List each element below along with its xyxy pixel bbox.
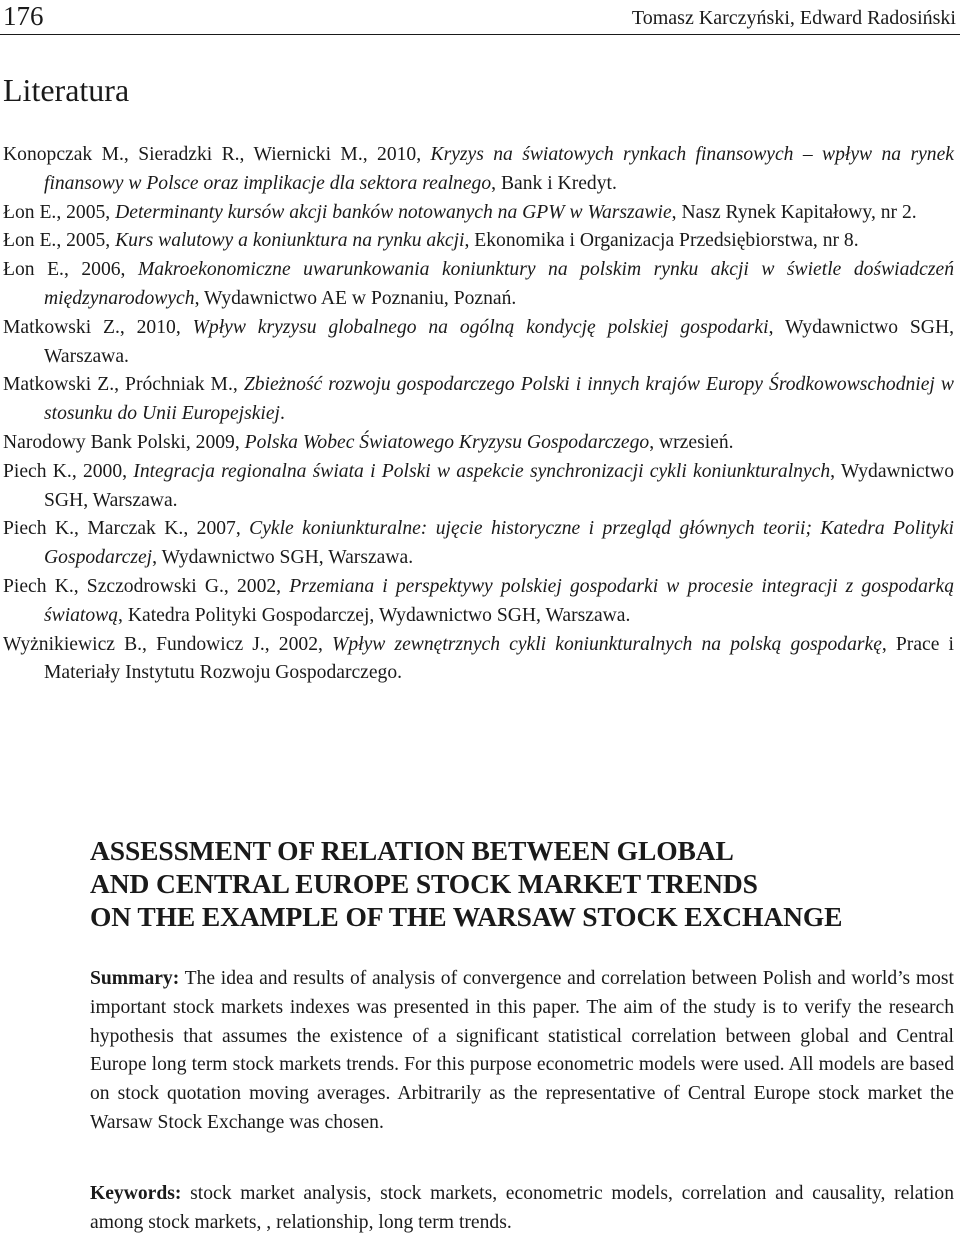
reference-publisher: , Ekonomika i Organizacja Przedsiębiorstwa, nr 8. (464, 230, 859, 252)
reference-title: Zbieżność rozwoju gospodarczego Polski i innych krajów Europy Środkowowschodniej w stosunku do Unii Europejskiej (44, 374, 954, 425)
summary-label: Summary: (90, 968, 180, 989)
reference-authors: Piech K., 2000, (3, 460, 134, 482)
reference-item (3, 256, 954, 314)
reference-publisher: , Wydawnictwo AE w Poznaniu, Poznań. (194, 287, 517, 309)
header-rule (0, 34, 960, 35)
reference-authors: Łon E., 2005, (3, 230, 116, 252)
summary-paragraph (90, 965, 954, 1138)
reference-item (3, 199, 954, 228)
reference-item (3, 458, 954, 516)
keywords-label: Keywords: (90, 1183, 182, 1204)
title-line: ASSESSMENT OF RELATION BETWEEN GLOBAL (90, 835, 734, 866)
reference-item (3, 515, 954, 573)
reference-publisher: , Wydawnictwo SGH, Warszawa. (44, 316, 954, 367)
reference-title: Kryzys na światowych rynkach finansowych – wpływ na rynek finansowy w Polsce oraz implikacje dla sektora realnego (44, 144, 954, 194)
reference-authors: Narodowy Bank Polski, 2009, (3, 431, 245, 453)
reference-title: Cykle koniunkturalne: ujęcie historyczne i przegląd głównych teorii; Katedra Polityki Gospodarczej (44, 518, 954, 569)
reference-publisher: , Wydawnictwo SGH, Warszawa. (152, 547, 414, 569)
reference-title: Wpływ zewnętrznych cykli koniunkturalnych na polską gospodarkę (332, 633, 882, 655)
reference-title: Polska Wobec Światowego Kryzysu Gospodarczego (244, 431, 650, 453)
reference-title: Przemiana i perspektywy polskiej gospodarki w procesie integracji z gospodarką światową (44, 575, 954, 626)
reference-publisher: , Wydawnictwo SGH, Warszawa. (44, 460, 954, 511)
reference-authors: Piech K., Marczak K., 2007, (3, 518, 250, 540)
reference-item (3, 227, 954, 256)
reference-item (3, 429, 954, 458)
reference-item (3, 631, 954, 689)
reference-list (3, 141, 954, 688)
reference-publisher: . (280, 403, 285, 425)
reference-publisher: , wrzesień. (649, 431, 734, 453)
summary-text: The idea and results of analysis of convergence and correlation between Polish and world’s most important stock markets indexes was presented in this paper. The aim of the study is to verify the research hypothesis that assumes the existence of a significant statistical correlation between global and Central Europe long term stock markets trends. For this purpose econometric models were used. All models are based on stock quotation moving averages. Arbitrarily as the representative of Central Europe stock market the Warsaw Stock Exchange was chosen. (90, 968, 954, 1133)
reference-publisher: , Nasz Rynek Kapitałowy, nr 2. (671, 201, 917, 223)
reference-authors: Konopczak M., Sieradzki R., Wiernicki M., 2010, (3, 144, 431, 165)
reference-authors: Łon E., 2005, (3, 201, 116, 223)
reference-item (3, 371, 954, 429)
reference-authors: Matkowski Z., Próchniak M., (3, 374, 244, 396)
reference-item (3, 141, 954, 199)
reference-title: Kurs walutowy a koniunktura na rynku akcji (115, 230, 465, 252)
reference-authors: Matkowski Z., 2010, (3, 316, 193, 338)
page-number: 176 (3, 1, 44, 31)
title-line: AND CENTRAL EUROPE STOCK MARKET TRENDS (90, 868, 758, 899)
reference-title: Determinanty kursów akcji banków notowanych na GPW w Warszawie (115, 201, 672, 223)
reference-item (3, 573, 954, 631)
reference-title: Integracja regionalna świata i Polski w aspekcie synchronizacji cykli koniunkturalnych (133, 460, 831, 482)
english-title (90, 834, 950, 933)
reference-title: Wpływ kryzysu globalnego na ogólną kondycję polskiej gospodarki (192, 316, 769, 338)
page-header (0, 0, 960, 36)
title-line: ON THE EXAMPLE OF THE WARSAW STOCK EXCHANGE (90, 901, 843, 932)
reference-authors: Piech K., Szczodrowski G., 2002, (3, 575, 290, 597)
reference-authors: Wyżnikiewicz B., Fundowicz J., 2002, (3, 633, 333, 655)
reference-publisher: , Katedra Polityki Gospodarczej, Wydawnictwo SGH, Warszawa. (118, 604, 631, 626)
reference-item (3, 314, 954, 372)
running-head-authors: Tomasz Karczyński, Edward Radosiński (631, 7, 956, 29)
reference-authors: Łon E., 2006, (3, 259, 138, 281)
reference-title: Makroekonomiczne uwarunkowania koniunktury na polskim rynku akcji w świetle doświadczeń międzynarodowych (44, 259, 954, 309)
reference-publisher: , Bank i Kredyt. (491, 172, 617, 194)
reference-publisher: , Prace i Materiały Instytutu Rozwoju Gospodarczego. (44, 633, 954, 684)
keywords-text: stock market analysis, stock markets, econometric models, correlation and causality, relation among stock markets, , relationship, long term trends. (90, 1183, 954, 1233)
literature-heading: Literatura (3, 72, 130, 108)
keywords-paragraph (90, 1180, 954, 1238)
